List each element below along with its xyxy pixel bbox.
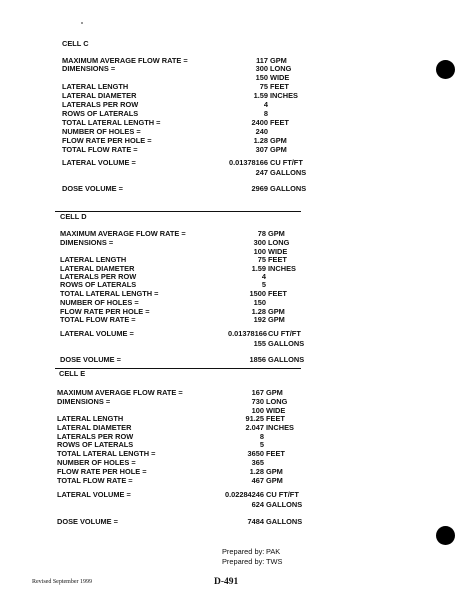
dose-volume-unit: GALLONS <box>270 184 307 193</box>
dose-volume-label: DOSE VOLUME = <box>60 355 121 364</box>
row-label: NUMBER OF HOLES = <box>62 127 141 136</box>
row-unit: LONG <box>268 238 290 247</box>
row-label: TOTAL LATERAL LENGTH = <box>60 289 159 298</box>
row-unit: GPM <box>270 145 287 154</box>
row-value: 150 <box>253 298 266 307</box>
dose-volume-value: 2969 <box>251 184 268 193</box>
row-value: 365 <box>251 458 264 467</box>
lateral-volume-unit: CU FT/FT <box>268 329 301 338</box>
row-value: 2.047 <box>245 423 264 432</box>
row-value: 4 <box>263 100 268 109</box>
row-value: 5 <box>261 280 266 289</box>
cell-d-divider <box>55 211 301 212</box>
row-label: TOTAL FLOW RATE = <box>60 315 136 324</box>
row-label: NUMBER OF HOLES = <box>57 458 136 467</box>
lateral-volume-gallons: 247 <box>255 168 268 177</box>
row-label: DIMENSIONS = <box>60 238 114 247</box>
row-value: 192 <box>253 315 266 324</box>
row-unit: WIDE <box>266 406 286 415</box>
punch-hole-bottom <box>436 526 455 545</box>
row-label: TOTAL LATERAL LENGTH = <box>62 118 161 127</box>
row-value: 240 <box>255 127 268 136</box>
row-unit: GPM <box>268 307 285 316</box>
page-number: D-491 <box>214 577 239 587</box>
scan-speck <box>81 22 83 24</box>
row-unit: GPM <box>266 388 283 397</box>
row-label: NUMBER OF HOLES = <box>60 298 139 307</box>
row-label: FLOW RATE PER HOLE = <box>60 307 150 316</box>
punch-hole-top <box>436 60 455 79</box>
prepared-by-value: PAK <box>266 547 281 556</box>
row-label: LATERAL LENGTH <box>60 255 127 264</box>
row-unit: GPM <box>270 136 287 145</box>
row-label: LATERALS PER ROW <box>57 432 134 441</box>
row-unit: INCHES <box>266 423 294 432</box>
row-label: TOTAL FLOW RATE = <box>57 476 133 485</box>
revision-date: Revised September 1999 <box>32 579 92 585</box>
row-label: MAXIMUM AVERAGE FLOW RATE = <box>57 388 183 397</box>
row-value: 8 <box>263 109 268 118</box>
row-unit: FEET <box>268 289 287 298</box>
row-value: 8 <box>259 432 264 441</box>
row-unit: FEET <box>268 255 287 264</box>
row-value: 1.28 <box>253 136 268 145</box>
row-value: 100 <box>253 247 266 256</box>
cell-header: CELL C <box>62 39 89 48</box>
row-label: ROWS OF LATERALS <box>57 440 134 449</box>
row-label: LATERAL LENGTH <box>57 414 124 423</box>
lateral-volume-value: 0.01378166 <box>227 329 267 338</box>
row-value: 1.28 <box>249 467 264 476</box>
row-value: 4 <box>261 272 266 281</box>
lateral-volume-gallons: 155 <box>253 339 266 348</box>
prepared-by-value: TWS <box>266 557 283 566</box>
row-label: MAXIMUM AVERAGE FLOW RATE = <box>62 56 188 65</box>
row-label: LATERAL DIAMETER <box>62 91 137 100</box>
row-label: LATERAL DIAMETER <box>57 423 132 432</box>
row-label: FLOW RATE PER HOLE = <box>57 467 147 476</box>
dose-volume-label: DOSE VOLUME = <box>57 517 118 526</box>
lateral-volume-value: 0.02284246 <box>224 490 264 499</box>
row-unit: LONG <box>266 397 288 406</box>
row-unit: WIDE <box>270 73 290 82</box>
row-value: 5 <box>259 440 264 449</box>
row-value: 150 <box>255 73 268 82</box>
dose-volume-unit: GALLONS <box>268 355 305 364</box>
row-unit: GPM <box>268 229 285 238</box>
row-value: 730 <box>251 397 264 406</box>
lateral-volume-label: LATERAL VOLUME = <box>57 490 131 499</box>
row-value: 3650 <box>247 449 264 458</box>
row-value: 1500 <box>249 289 266 298</box>
row-unit: FEET <box>270 82 289 91</box>
row-label: ROWS OF LATERALS <box>62 109 139 118</box>
prepared-by-label: Prepared by: <box>222 547 265 556</box>
row-value: 2400 <box>251 118 268 127</box>
lateral-volume-gallons-unit: GALLONS <box>270 168 307 177</box>
dose-volume-value: 1856 <box>249 355 266 364</box>
row-unit: GPM <box>268 315 285 324</box>
row-unit: GPM <box>266 467 283 476</box>
row-label: TOTAL LATERAL LENGTH = <box>57 449 156 458</box>
row-value: 117 <box>256 56 268 65</box>
cell-header: CELL E <box>59 369 86 378</box>
row-unit: FEET <box>266 449 285 458</box>
row-value: 1.28 <box>251 307 266 316</box>
row-label: FLOW RATE PER HOLE = <box>62 136 152 145</box>
row-value: 91.25 <box>245 414 264 423</box>
row-label: LATERAL DIAMETER <box>60 264 135 273</box>
dose-volume-value: 7484 <box>247 517 264 526</box>
row-value: 307 <box>255 145 268 154</box>
row-value: 78 <box>257 229 266 238</box>
row-value: 167 <box>251 388 264 397</box>
row-value: 75 <box>257 255 266 264</box>
row-label: LATERALS PER ROW <box>62 100 139 109</box>
row-value: 100 <box>251 406 264 415</box>
lateral-volume-unit: CU FT/FT <box>266 490 299 499</box>
row-label: TOTAL FLOW RATE = <box>62 145 138 154</box>
lateral-volume-label: LATERAL VOLUME = <box>60 329 134 338</box>
dose-volume-unit: GALLONS <box>266 517 303 526</box>
row-unit: INCHES <box>268 264 296 273</box>
row-label: DIMENSIONS = <box>62 64 116 73</box>
row-label: LATERALS PER ROW <box>60 272 137 281</box>
lateral-volume-gallons-unit: GALLONS <box>268 339 305 348</box>
row-unit: GPM <box>270 56 287 65</box>
row-label: MAXIMUM AVERAGE FLOW RATE = <box>60 229 186 238</box>
dose-volume-label: DOSE VOLUME = <box>62 184 123 193</box>
row-unit: GPM <box>266 476 283 485</box>
row-unit: FEET <box>266 414 285 423</box>
row-unit: WIDE <box>268 247 288 256</box>
row-value: 300 <box>253 238 266 247</box>
row-value: 467 <box>251 476 264 485</box>
cell-header: CELL D <box>60 212 87 221</box>
row-value: 300 <box>255 64 268 73</box>
prepared-by-label: Prepared by: <box>222 557 265 566</box>
row-unit: FEET <box>270 118 289 127</box>
row-label: ROWS OF LATERALS <box>60 280 137 289</box>
row-value: 1.59 <box>251 264 266 273</box>
row-label: LATERAL LENGTH <box>62 82 129 91</box>
row-value: 75 <box>259 82 268 91</box>
row-value: 1.59 <box>253 91 268 100</box>
lateral-volume-gallons: 624 <box>251 500 264 509</box>
lateral-volume-value: 0.01378166 <box>228 158 268 167</box>
lateral-volume-label: LATERAL VOLUME = <box>62 158 136 167</box>
row-label: DIMENSIONS = <box>57 397 111 406</box>
row-unit: LONG <box>270 64 292 73</box>
lateral-volume-unit: CU FT/FT <box>270 158 303 167</box>
row-unit: INCHES <box>270 91 298 100</box>
cell-e-divider <box>55 368 301 369</box>
lateral-volume-gallons-unit: GALLONS <box>266 500 303 509</box>
